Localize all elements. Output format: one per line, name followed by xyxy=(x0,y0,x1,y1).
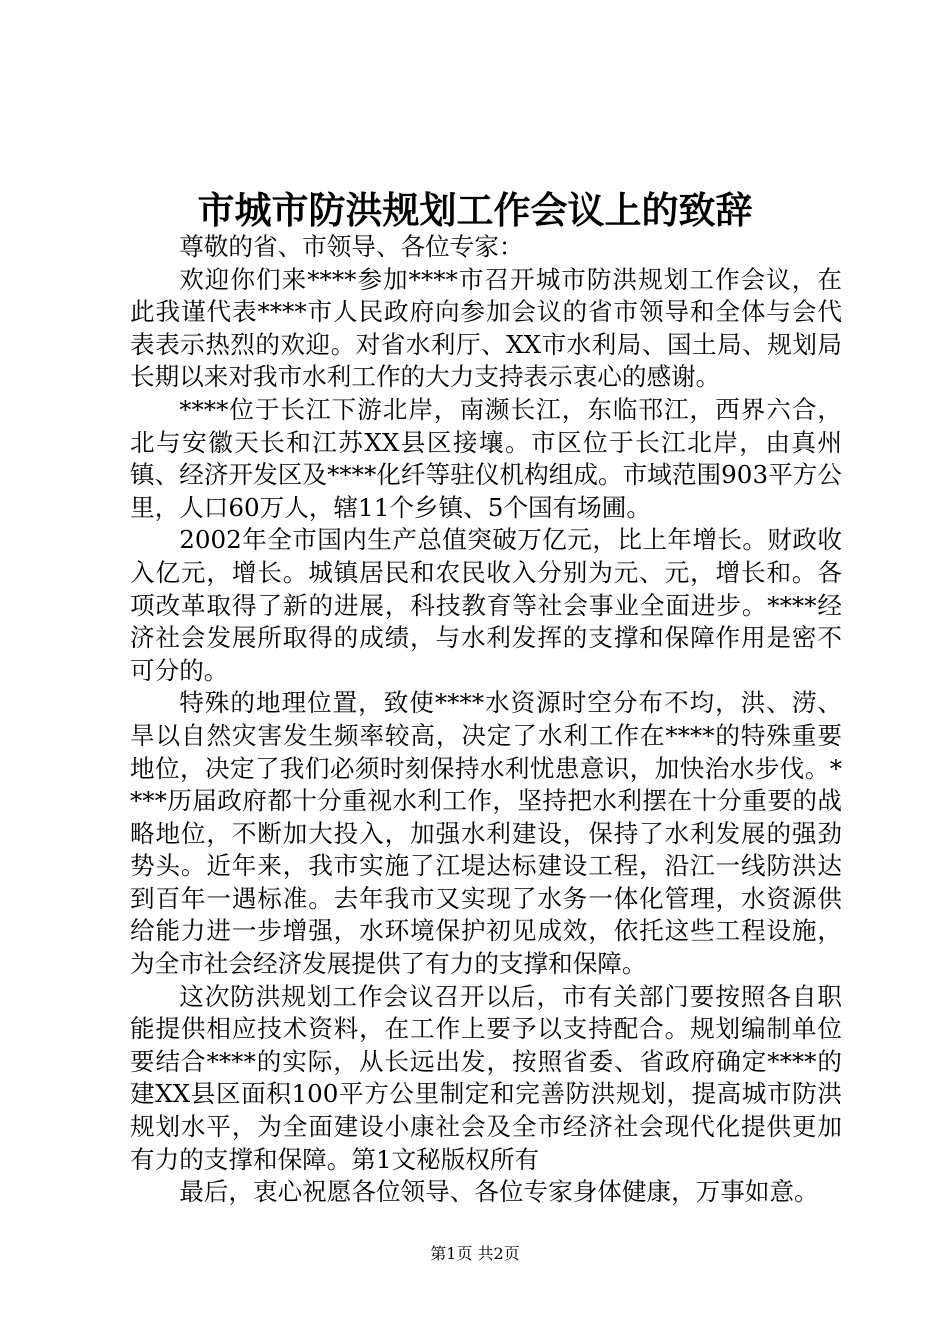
closing-paragraph: 最后，衷心祝愿各位领导、各位专家身体健康，万事如意。 xyxy=(179,1177,819,1207)
planning-paragraph: 这次防洪规划工作会议召开以后，市有关部门要按照各自职能提供相应技术资料，在工作上要予以支持配合。规划编制单位要结合****的实际，从长远出发，按照省委、省政府确定****的建XX县区面积100平方公里制定和完善防洪规划，提高城市防洪规划水平，为全面建设小康社会及全市经济社会现代化提供更加有力的支撑和保障。第1文秘版权所有 xyxy=(130,981,842,1174)
document-body xyxy=(130,231,842,1209)
salutation-paragraph: 尊敬的省、市领导、各位专家： xyxy=(179,232,524,261)
economy-paragraph: 2002年全市国内生产总值突破万亿元，比上年增长。财政收入亿元，增长。城镇居民和农民收入分别为元、元，增长和。各项改革取得了新的进展，科技教育等社会事业全面进步。****经济社会发展所取得的成绩，与水利发挥的支撑和保障作用是密不可分的。 xyxy=(130,525,842,685)
water-conservancy-paragraph: 特殊的地理位置，致使****水资源时空分布不均，洪、涝、旱以自然灾害发生频率较高，决定了水利工作在****的特殊重要地位，决定了我们必须时刻保持水利忧患意识，加快治水步伐。****历届政府都十分重视水利工作，坚持把水利摆在十分重要的战略地位，不断加大投入，加强水利建设，保持了水利发展的强劲势头。近年来，我市实施了江堤达标建设工程，沿江一线防洪达到百年一遇标准。去年我市又实现了水务一体化管理，水资源供给能力进一步增强，水环境保护初见成效，依托这些工程设施，为全市社会经济发展提供了有力的支撑和保障。 xyxy=(130,688,842,979)
document-title: 市城市防洪规划工作会议上的致辞 xyxy=(197,188,753,232)
welcome-paragraph: 欢迎你们来****参加****市召开城市防洪规划工作会议，在此我谨代表****市人民政府向参加会议的省市领导和全体与会代表表示热烈的欢迎。对省水利厅、XX市水利局、国土局、规划局长期以来对我市水利工作的大力支持表示衷心的感谢。 xyxy=(130,264,842,392)
page-number-footer: 第1页 共2页 xyxy=(430,1244,520,1263)
geography-paragraph: ****位于长江下游北岸，南濒长江，东临邗江，西界六合，北与安徽天长和江苏XX县区接壤。市区位于长江北岸，由真州镇、经济开发区及****化纤等驻仪机构组成。市域范围903平方公里，人口60万人，辖11个乡镇、5个国有场圃。 xyxy=(130,394,842,522)
